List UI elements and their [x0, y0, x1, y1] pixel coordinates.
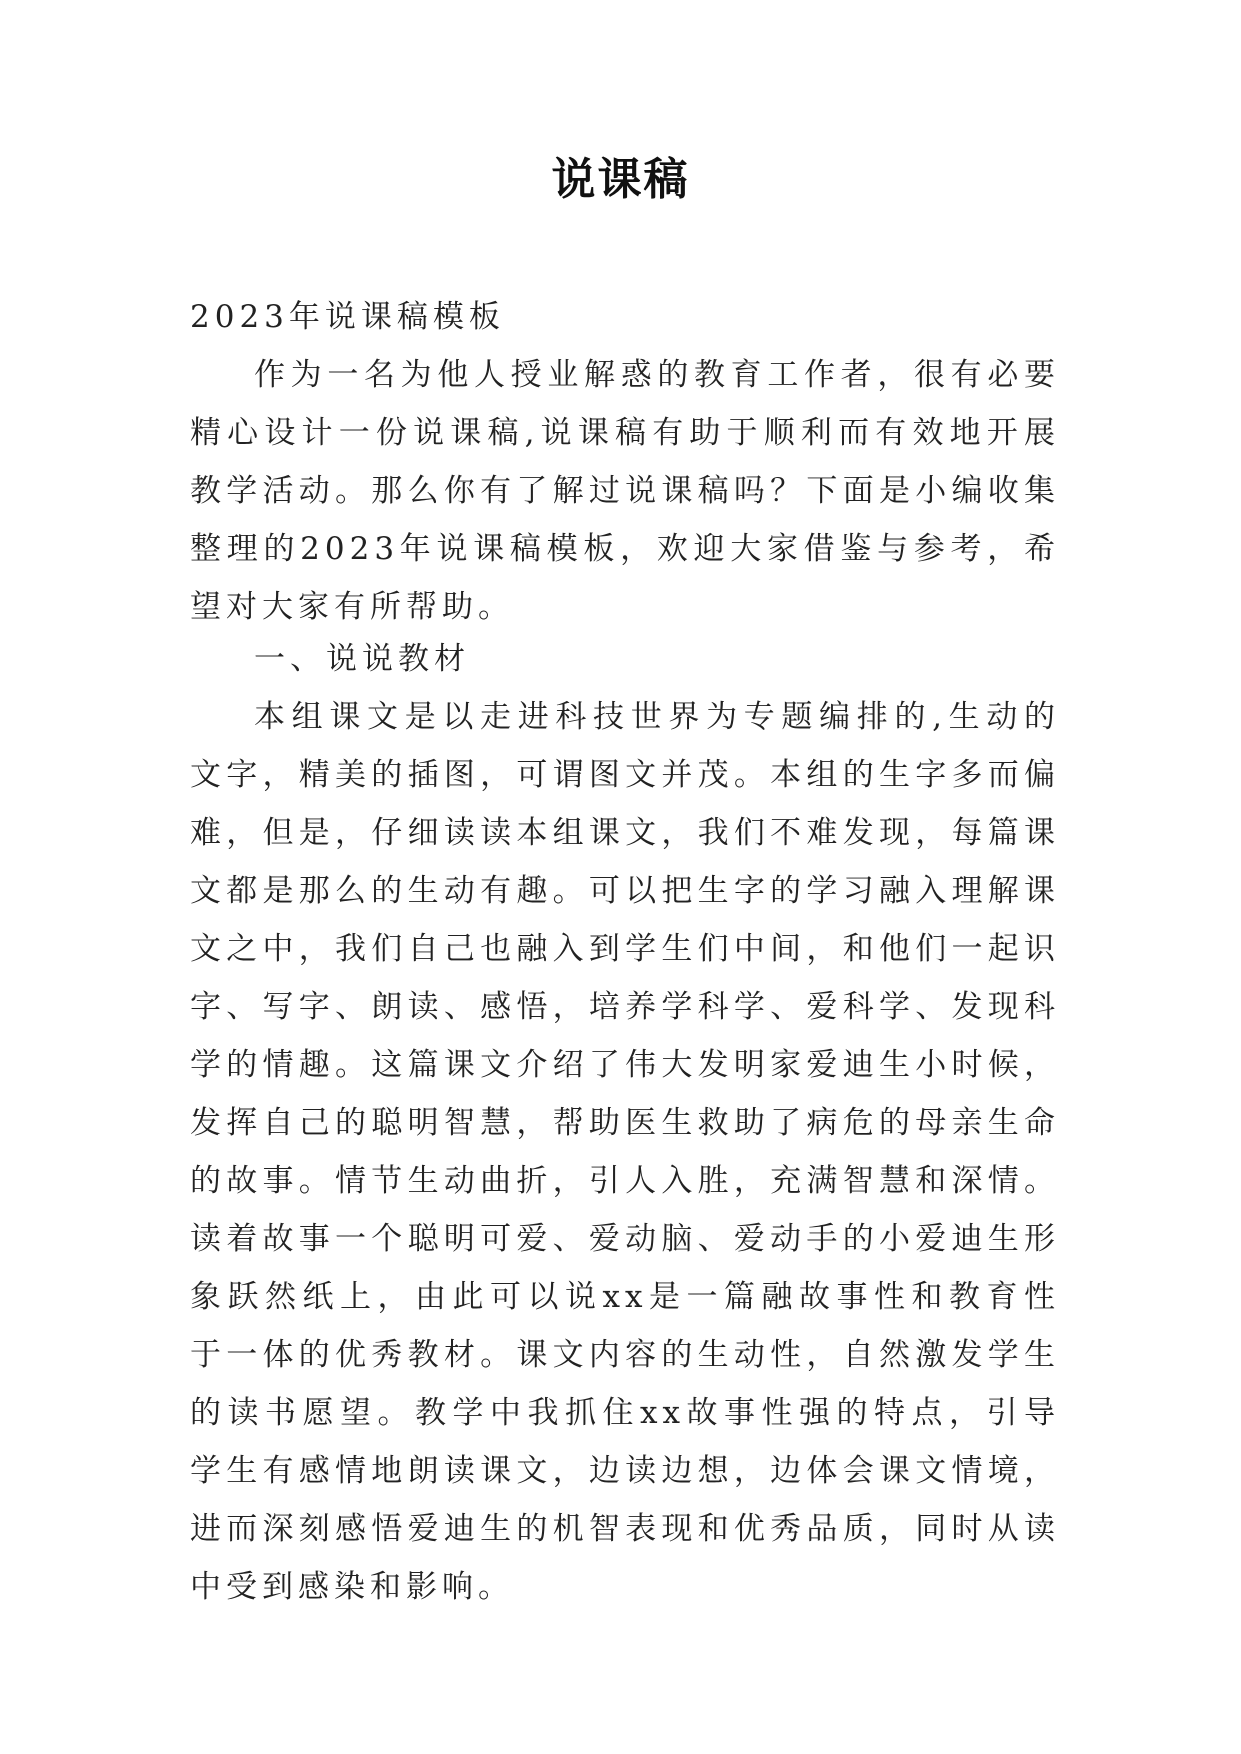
section-body-paragraph: 本组课文是以走进科技世界为专题编排的,生动的文字，精美的插图，可谓图文并茂。本组的生字多而偏难，但是，仔细读读本组课文，我们不难发现，每篇课文都是那么的生动有趣。可以把生字的学习融入理解课文之中，我们自己也融入到学生们中间，和他们一起识字、写字、朗读、感悟，培养学科学、爱科学、发现科学的情趣。这篇课文介绍了伟大发明家爱迪生小时候，发挥自己的聪明智慧，帮助医生救助了病危的母亲生命的故事。情节生动曲折，引人入胜，充满智慧和深情。读着故事一个聪明可爱、爱动脑、爱动手的小爱迪生形象跃然纸上，由此可以说xx是一篇融故事性和教育性于一体的优秀教材。课文内容的生动性，自然激发学生的读书愿望。教学中我抓住xx故事性强的特点，引导学生有感情地朗读课文，边读边想，边体会课文情境，进而深刻感悟爱迪生的机智表现和优秀品质，同时从读中受到感染和影响。 [190, 699, 1060, 1605]
section-heading: 一、说说教材 [254, 641, 470, 677]
intro-paragraph: 作为一名为他人授业解惑的教育工作者，很有必要精心设计一份说课稿,说课稿有助于顺利而有效地开展教学活动。那么你有了解过说课稿吗？下面是小编收集整理的2023年说课稿模板，欢迎大家借鉴与参考，希望对大家有所帮助。 [190, 357, 1060, 625]
document-title: 说课稿 [551, 154, 690, 205]
document-subtitle: 2023年说课稿模板 [190, 299, 505, 335]
